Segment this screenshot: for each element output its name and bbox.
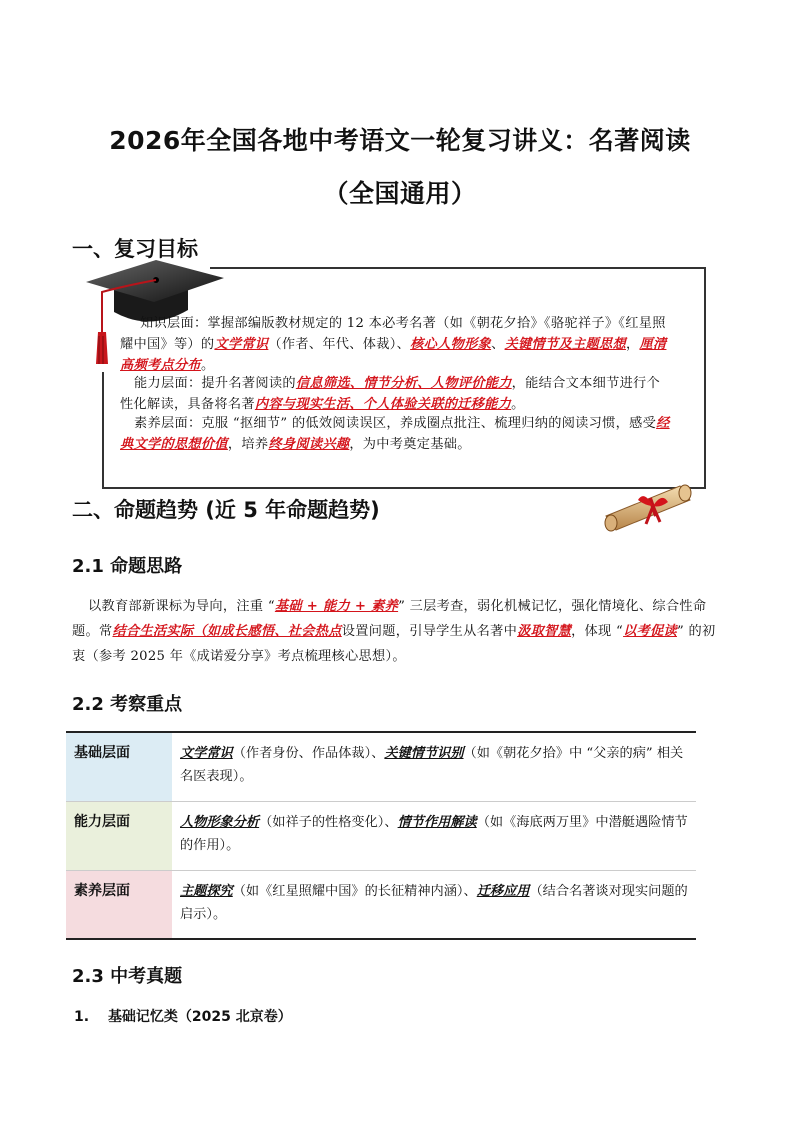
section21-heading: 2.1 命题思路 [72,556,183,577]
section1-heading: 一、复习目标 [72,237,198,261]
goal-knowledge: 知识层面：掌握部编版教材规定的 12 本必考名著（如《朝花夕拾》《骆驼祥子》《红星照耀中国》等）的文学常识（作者、年代、体裁）、核心人物形象、关键情节及主题思想，厘清高频考点分布。 [120,316,667,373]
goal-ability: 能力层面：提升名著阅读的信息筛选、情节分析、人物评价能力，能结合文本细节进行个性化解读，具备将名著内容与现实生活、个人体验关联的迁移能力。 [120,376,661,412]
section21-body: 以教育部新课标为导向，注重 “基础 + 能力 + 素养” 三层考查，弱化机械记忆，强化情境化、综合性命题。常结合生活实际（如成长感悟、社会热点设置问题，引导学生从名著中汲取智慧，体现 “以考促读” 的初衷（参考 2025 年《成诺爱分享》考点梳理核心思想）。 [72,599,716,664]
focus-row-label: 基础层面 [66,732,172,801]
question-number: 1. [74,1009,90,1025]
goal-frame-right [704,267,706,489]
goal-literacy: 素养层面：克服 “抠细节” 的低效阅读误区，养成圈点批注、梳理归纳的阅读习惯，感受经典文学的思想价值，培养终身阅读兴趣，为中考奠定基础。 [120,416,670,452]
focus-row [66,801,696,870]
focus-row [66,732,696,801]
focus-row-label: 能力层面 [66,801,172,870]
section2-heading: 二、命题趋势 (近 5 年命题趋势) [72,498,380,522]
goal-frame-top [210,267,706,269]
focus-row-content: 主题探究（如《红星照耀中国》的长征精神内涵）、迁移应用（结合名著谈对现实问题的启示）。 [172,870,696,939]
focus-row-content: 人物形象分析（如祥子的性格变化）、情节作用解读（如《海底两万里》中潜艇遇险情节的作用）。 [172,801,696,870]
focus-row [66,870,696,939]
section22-heading: 2.2 考察重点 [72,694,183,715]
question-item [74,1006,292,1026]
question-title: 基础记忆类（2025 北京卷） [107,1009,292,1025]
goal-frame-left [102,372,104,489]
page-subtitle: （全国通用） [323,179,477,208]
focus-row-content: 文学常识（作者身份、作品体裁）、关键情节识别（如《朝花夕拾》中 “父亲的病” 相关名医表现）。 [172,732,696,801]
focus-table [66,731,696,940]
section23-heading: 2.3 中考真题 [72,966,183,987]
page-title: 2026年全国各地中考语文一轮复习讲义：名著阅读 [109,126,691,155]
focus-row-label: 素养层面 [66,870,172,939]
scroll-icon [598,476,698,532]
